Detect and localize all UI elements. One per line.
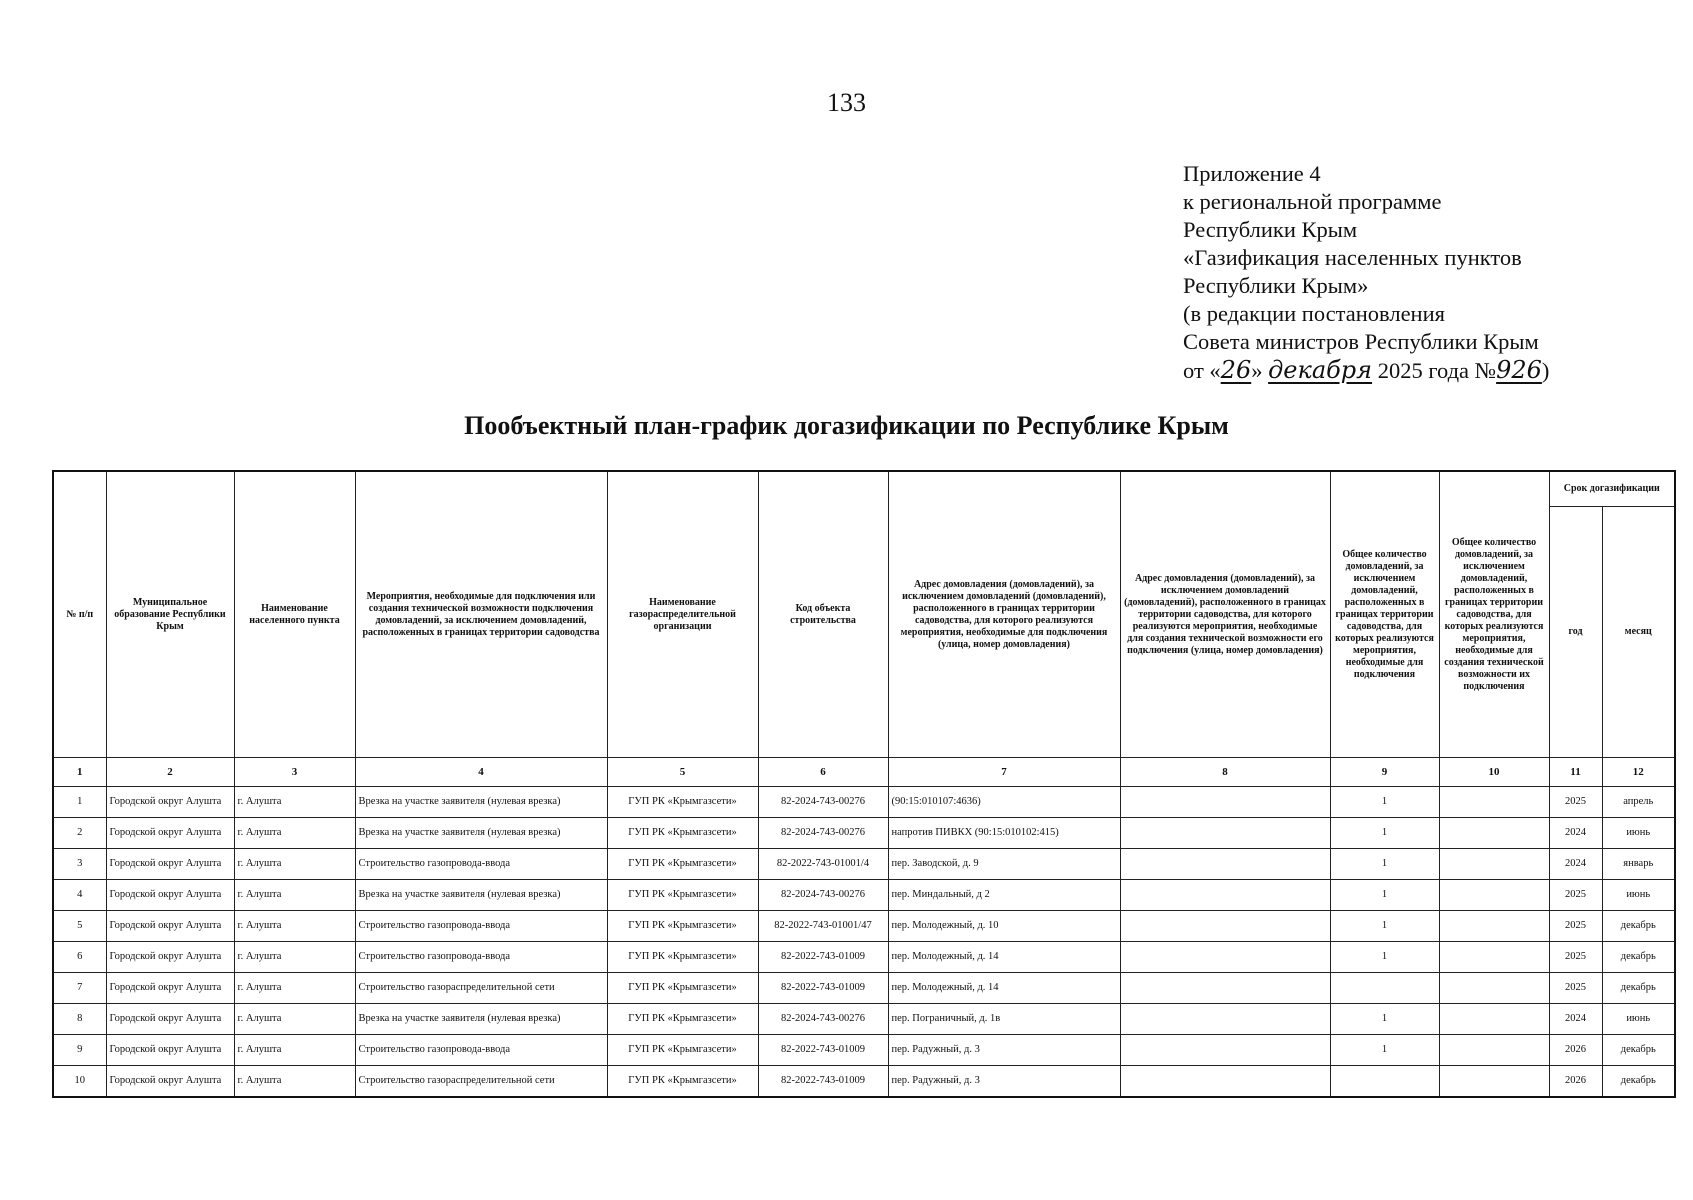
address-tech-cell (1120, 1004, 1330, 1035)
row-num-cell: 7 (53, 973, 106, 1004)
table-row (53, 1066, 1675, 1098)
count-tech-cell (1439, 1066, 1549, 1098)
row-num-cell: 6 (53, 942, 106, 973)
header-year: год (1549, 507, 1602, 758)
object-code-cell: 82-2022-743-01009 (758, 1066, 888, 1098)
object-code-cell: 82-2022-743-01001/4 (758, 849, 888, 880)
header-row (53, 471, 1675, 507)
document-title: Пообъектный план-график догазификации по Республике Крым (464, 411, 1229, 440)
table-row (53, 911, 1675, 942)
count-tech-cell (1439, 1035, 1549, 1066)
handwritten-day: 26 (1220, 356, 1252, 384)
column-number: 12 (1602, 758, 1675, 787)
year-cell: 2025 (1549, 911, 1602, 942)
address-connect-cell: (90:15:010107:4636) (888, 787, 1120, 818)
row-num-cell: 4 (53, 880, 106, 911)
month-cell: январь (1602, 849, 1675, 880)
municipality-cell: Городской округ Алушта (106, 1004, 234, 1035)
table-row (53, 787, 1675, 818)
column-number: 2 (106, 758, 234, 787)
object-code-cell: 82-2022-743-01001/47 (758, 911, 888, 942)
settlement-cell: г. Алушта (234, 1066, 355, 1098)
address-connect-cell: пер. Молодежный, д. 10 (888, 911, 1120, 942)
year-cell: 2026 (1549, 1066, 1602, 1098)
appendix-date-line (1183, 356, 1623, 385)
table-row (53, 1004, 1675, 1035)
count-tech-cell (1439, 787, 1549, 818)
address-connect-cell: пер. Пограничный, д. 1в (888, 1004, 1120, 1035)
table-row (53, 818, 1675, 849)
object-code-cell: 82-2024-743-00276 (758, 1004, 888, 1035)
date-suffix: ) (1541, 358, 1550, 383)
header-municipality: Муниципальное образование Республики Крым (106, 471, 234, 758)
column-number: 1 (53, 758, 106, 787)
table-body (53, 758, 1675, 1098)
count-tech-cell (1439, 849, 1549, 880)
month-cell: июнь (1602, 818, 1675, 849)
organization-cell: ГУП РК «Крымгазсети» (607, 1004, 758, 1035)
count-connect-cell: 1 (1330, 911, 1439, 942)
row-num-cell: 3 (53, 849, 106, 880)
municipality-cell: Городской округ Алушта (106, 787, 234, 818)
year-cell: 2025 (1549, 880, 1602, 911)
table-row (53, 849, 1675, 880)
appendix-line: Совета министров Республики Крым (1183, 329, 1539, 354)
municipality-cell: Городской округ Алушта (106, 942, 234, 973)
year-cell: 2024 (1549, 1004, 1602, 1035)
count-tech-cell (1439, 880, 1549, 911)
address-connect-cell: напротив ПИВКХ (90:15:010102:415) (888, 818, 1120, 849)
address-tech-cell (1120, 942, 1330, 973)
table-row (53, 973, 1675, 1004)
table-row (53, 1035, 1675, 1066)
row-num-cell: 8 (53, 1004, 106, 1035)
count-connect-cell: 1 (1330, 942, 1439, 973)
measure-cell: Строительство газораспределительной сети (355, 1066, 607, 1098)
municipality-cell: Городской округ Алушта (106, 880, 234, 911)
municipality-cell: Городской округ Алушта (106, 1035, 234, 1066)
year-cell: 2025 (1549, 942, 1602, 973)
organization-cell: ГУП РК «Крымгазсети» (607, 911, 758, 942)
settlement-cell: г. Алушта (234, 849, 355, 880)
count-tech-cell (1439, 1004, 1549, 1035)
object-code-cell: 82-2024-743-00276 (758, 818, 888, 849)
column-number: 11 (1549, 758, 1602, 787)
month-cell: апрель (1602, 787, 1675, 818)
column-number: 10 (1439, 758, 1549, 787)
count-tech-cell (1439, 818, 1549, 849)
page-number: 133 (827, 88, 866, 117)
column-number: 4 (355, 758, 607, 787)
measure-cell: Строительство газораспределительной сети (355, 973, 607, 1004)
column-number: 3 (234, 758, 355, 787)
settlement-cell: г. Алушта (234, 818, 355, 849)
settlement-cell: г. Алушта (234, 942, 355, 973)
column-number: 7 (888, 758, 1120, 787)
address-connect-cell: пер. Миндальный, д 2 (888, 880, 1120, 911)
appendix-block (1183, 160, 1623, 385)
object-code-cell: 82-2022-743-01009 (758, 1035, 888, 1066)
count-tech-cell (1439, 973, 1549, 1004)
municipality-cell: Городской округ Алушта (106, 1066, 234, 1098)
handwritten-doc-number: 926 (1496, 356, 1542, 384)
organization-cell: ГУП РК «Крымгазсети» (607, 818, 758, 849)
count-connect-cell: 1 (1330, 1004, 1439, 1035)
address-tech-cell (1120, 849, 1330, 880)
appendix-line: к региональной программе (1183, 189, 1442, 214)
municipality-cell: Городской округ Алушта (106, 911, 234, 942)
date-mid: » (1251, 358, 1263, 383)
measure-cell: Врезка на участке заявителя (нулевая врезка) (355, 787, 607, 818)
organization-cell: ГУП РК «Крымгазсети» (607, 787, 758, 818)
settlement-cell: г. Алушта (234, 911, 355, 942)
municipality-cell: Городской округ Алушта (106, 849, 234, 880)
municipality-cell: Городской округ Алушта (106, 818, 234, 849)
measure-cell: Строительство газопровода-ввода (355, 942, 607, 973)
measure-cell: Строительство газопровода-ввода (355, 1035, 607, 1066)
count-connect-cell: 1 (1330, 1035, 1439, 1066)
appendix-line: Приложение 4 (1183, 161, 1321, 186)
count-connect-cell: 1 (1330, 818, 1439, 849)
address-connect-cell: пер. Молодежный, д. 14 (888, 942, 1120, 973)
organization-cell: ГУП РК «Крымгазсети» (607, 880, 758, 911)
row-num-cell: 1 (53, 787, 106, 818)
header-organization: Наименование газораспределительной организации (607, 471, 758, 758)
header-object-code: Код объекта строительства (758, 471, 888, 758)
row-num-cell: 5 (53, 911, 106, 942)
table-row (53, 942, 1675, 973)
measure-cell: Строительство газопровода-ввода (355, 911, 607, 942)
organization-cell: ГУП РК «Крымгазсети» (607, 1066, 758, 1098)
count-connect-cell (1330, 973, 1439, 1004)
year-cell: 2024 (1549, 849, 1602, 880)
column-number: 8 (1120, 758, 1330, 787)
address-connect-cell: пер. Радужный, д. 3 (888, 1066, 1120, 1098)
year-cell: 2024 (1549, 818, 1602, 849)
settlement-cell: г. Алушта (234, 973, 355, 1004)
organization-cell: ГУП РК «Крымгазсети» (607, 942, 758, 973)
year-cell: 2026 (1549, 1035, 1602, 1066)
measure-cell: Врезка на участке заявителя (нулевая врезка) (355, 1004, 607, 1035)
header-settlement: Наименование населенного пункта (234, 471, 355, 758)
header-measures: Мероприятия, необходимые для подключения или создания технической возможности подключения домовладений, за исключением домовладений, расположенных в границах территории садоводства (355, 471, 607, 758)
organization-cell: ГУП РК «Крымгазсети» (607, 1035, 758, 1066)
header-total-connect: Общее количество домовладений, за исключением домовладений, расположенных в границах территории садоводства, для которых реализуются мероприятия, необходимые для подключения (1330, 471, 1439, 758)
organization-cell: ГУП РК «Крымгазсети» (607, 973, 758, 1004)
address-tech-cell (1120, 1066, 1330, 1098)
count-connect-cell: 1 (1330, 787, 1439, 818)
month-cell: декабрь (1602, 1066, 1675, 1098)
column-number: 5 (607, 758, 758, 787)
object-code-cell: 82-2022-743-01009 (758, 973, 888, 1004)
date-year-text: 2025 года № (1377, 358, 1497, 383)
year-cell: 2025 (1549, 787, 1602, 818)
object-code-cell: 82-2024-743-00276 (758, 787, 888, 818)
measure-cell: Врезка на участке заявителя (нулевая врезка) (355, 818, 607, 849)
appendix-line: (в редакции постановления (1183, 301, 1445, 326)
count-tech-cell (1439, 911, 1549, 942)
appendix-line: Республики Крым» (1183, 273, 1369, 298)
row-num-cell: 2 (53, 818, 106, 849)
month-cell: июнь (1602, 880, 1675, 911)
header-total-tech: Общее количество домовладений, за исключением домовладений, расположенных в границах территории садоводства, для которых реализуются мероприятия, необходимые для создания технической возможности их подключения (1439, 471, 1549, 758)
address-tech-cell (1120, 880, 1330, 911)
count-connect-cell (1330, 1066, 1439, 1098)
year-cell: 2025 (1549, 973, 1602, 1004)
column-number: 9 (1330, 758, 1439, 787)
address-connect-cell: пер. Молодежный, д. 14 (888, 973, 1120, 1004)
header-address-tech: Адрес домовладения (домовладений), за исключением домовладений (домовладений), расположенного в границах территории садоводства, для которого реализуются мероприятия, необходимые для создания технической возможности его подключения (улица, номер домовладения) (1120, 471, 1330, 758)
address-tech-cell (1120, 1035, 1330, 1066)
address-tech-cell (1120, 973, 1330, 1004)
month-cell: декабрь (1602, 942, 1675, 973)
row-num-cell: 10 (53, 1066, 106, 1098)
organization-cell: ГУП РК «Крымгазсети» (607, 849, 758, 880)
measure-cell: Строительство газопровода-ввода (355, 849, 607, 880)
address-connect-cell: пер. Радужный, д. 3 (888, 1035, 1120, 1066)
address-tech-cell (1120, 911, 1330, 942)
date-prefix: от « (1183, 358, 1221, 383)
address-tech-cell (1120, 818, 1330, 849)
measure-cell: Врезка на участке заявителя (нулевая врезка) (355, 880, 607, 911)
column-number: 6 (758, 758, 888, 787)
settlement-cell: г. Алушта (234, 787, 355, 818)
object-code-cell: 82-2024-743-00276 (758, 880, 888, 911)
settlement-cell: г. Алушта (234, 1004, 355, 1035)
address-connect-cell: пер. Заводской, д. 9 (888, 849, 1120, 880)
month-cell: декабрь (1602, 973, 1675, 1004)
appendix-line: Республики Крым (1183, 217, 1358, 242)
count-connect-cell: 1 (1330, 849, 1439, 880)
month-cell: декабрь (1602, 1035, 1675, 1066)
column-number-row (53, 758, 1675, 787)
object-code-cell: 82-2022-743-01009 (758, 942, 888, 973)
settlement-cell: г. Алушта (234, 880, 355, 911)
header-month: месяц (1602, 507, 1675, 758)
handwritten-month: декабря (1268, 356, 1373, 384)
month-cell: июнь (1602, 1004, 1675, 1035)
header-address-connect: Адрес домовладения (домовладений), за исключением домовладений (домовладений), расположенного в границах территории садоводства, для которого реализуются мероприятия, необходимые для подключения (улица, номер домовладения) (888, 471, 1120, 758)
municipality-cell: Городской округ Алушта (106, 973, 234, 1004)
count-tech-cell (1439, 942, 1549, 973)
appendix-line: «Газификация населенных пунктов (1183, 245, 1522, 270)
header-num: № п/п (53, 471, 106, 758)
settlement-cell: г. Алушта (234, 1035, 355, 1066)
address-tech-cell (1120, 787, 1330, 818)
table-row (53, 880, 1675, 911)
count-connect-cell: 1 (1330, 880, 1439, 911)
row-num-cell: 9 (53, 1035, 106, 1066)
month-cell: декабрь (1602, 911, 1675, 942)
header-deadline-group: Срок догазификации (1549, 471, 1675, 507)
plan-schedule-table (52, 470, 1676, 1098)
